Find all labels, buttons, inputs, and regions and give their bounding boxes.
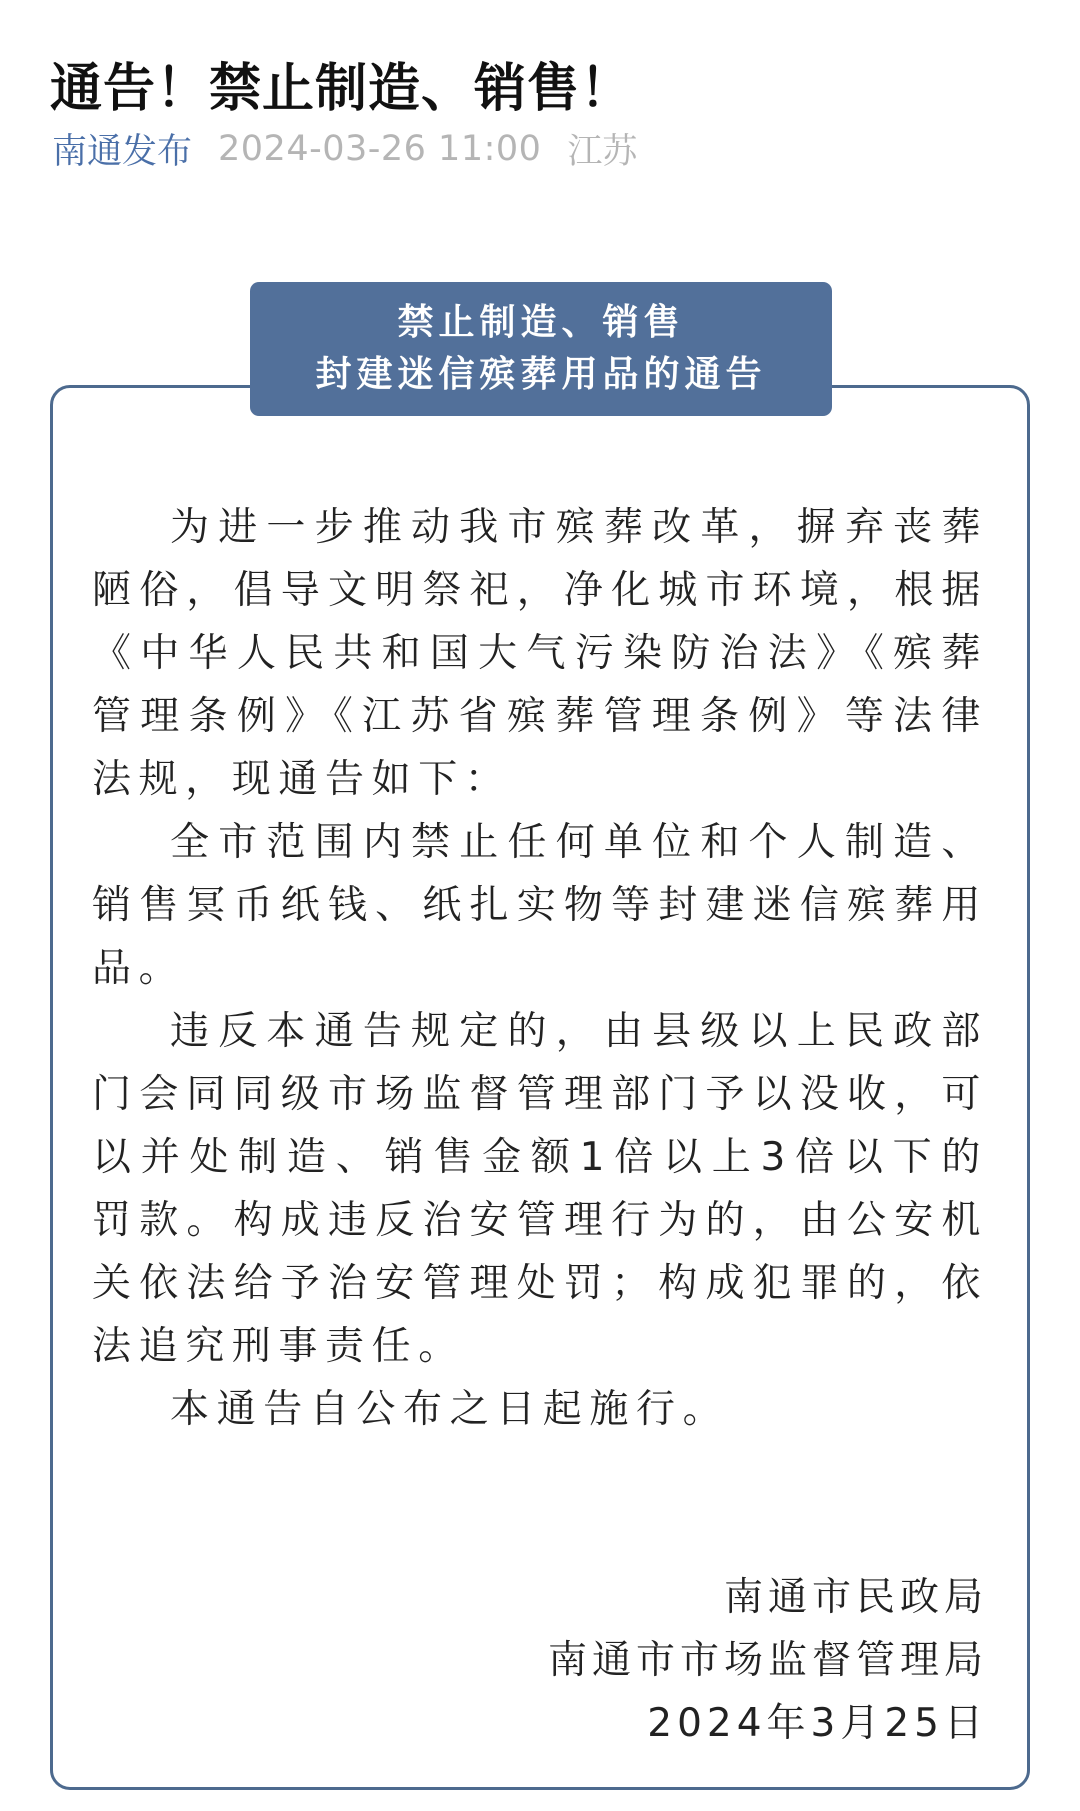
signature-date: 2024年3月25日 <box>647 1701 988 1746</box>
notice-header-line-1: 禁止制造、销售 <box>397 302 685 343</box>
article-meta <box>52 122 637 176</box>
article-title: 通告！禁止制造、销售！ <box>50 58 634 119</box>
notice-body <box>92 496 988 1441</box>
publish-region: 江苏 <box>567 132 638 172</box>
notice-header-line-2: 封建迷信殡葬用品的通告 <box>315 354 767 395</box>
account-name-link[interactable]: 南通发布 <box>52 132 193 172</box>
signature-org-market-supervision: 南通市市场监督管理局 <box>547 1638 988 1683</box>
notice-paragraph-intro: 为进一步推动我市殡葬改革，摒弃丧葬陋俗，倡导文明祭祀，净化城市环境，根据《中华人民共和国大气污染防治法》《殡葬管理条例》《江苏省殡葬管理条例》等法律法规，现通告如下： <box>92 505 988 802</box>
notice-signature <box>548 1566 988 1755</box>
notice-paragraph-effective: 本通告自公布之日起施行。 <box>170 1387 730 1432</box>
notice-paragraph-penalty: 违反本通告规定的，由县级以上民政部门会同同级市场监督管理部门予以没收，可以并处制造、销售金额1倍以上3倍以下的罚款。构成违反治安管理行为的，由公安机关依法给予治安管理处罚；构成犯罪的，依法追究刑事责任。 <box>92 1009 988 1369</box>
notice-paragraph-prohibition: 全市范围内禁止任何单位和个人制造、销售冥币纸钱、纸扎实物等封建迷信殡葬用品。 <box>92 820 988 991</box>
publish-time: 2024-03-26 11:00 <box>218 129 542 169</box>
signature-org-civil-affairs: 南通市民政局 <box>723 1575 988 1620</box>
notice-header-badge <box>250 282 832 416</box>
